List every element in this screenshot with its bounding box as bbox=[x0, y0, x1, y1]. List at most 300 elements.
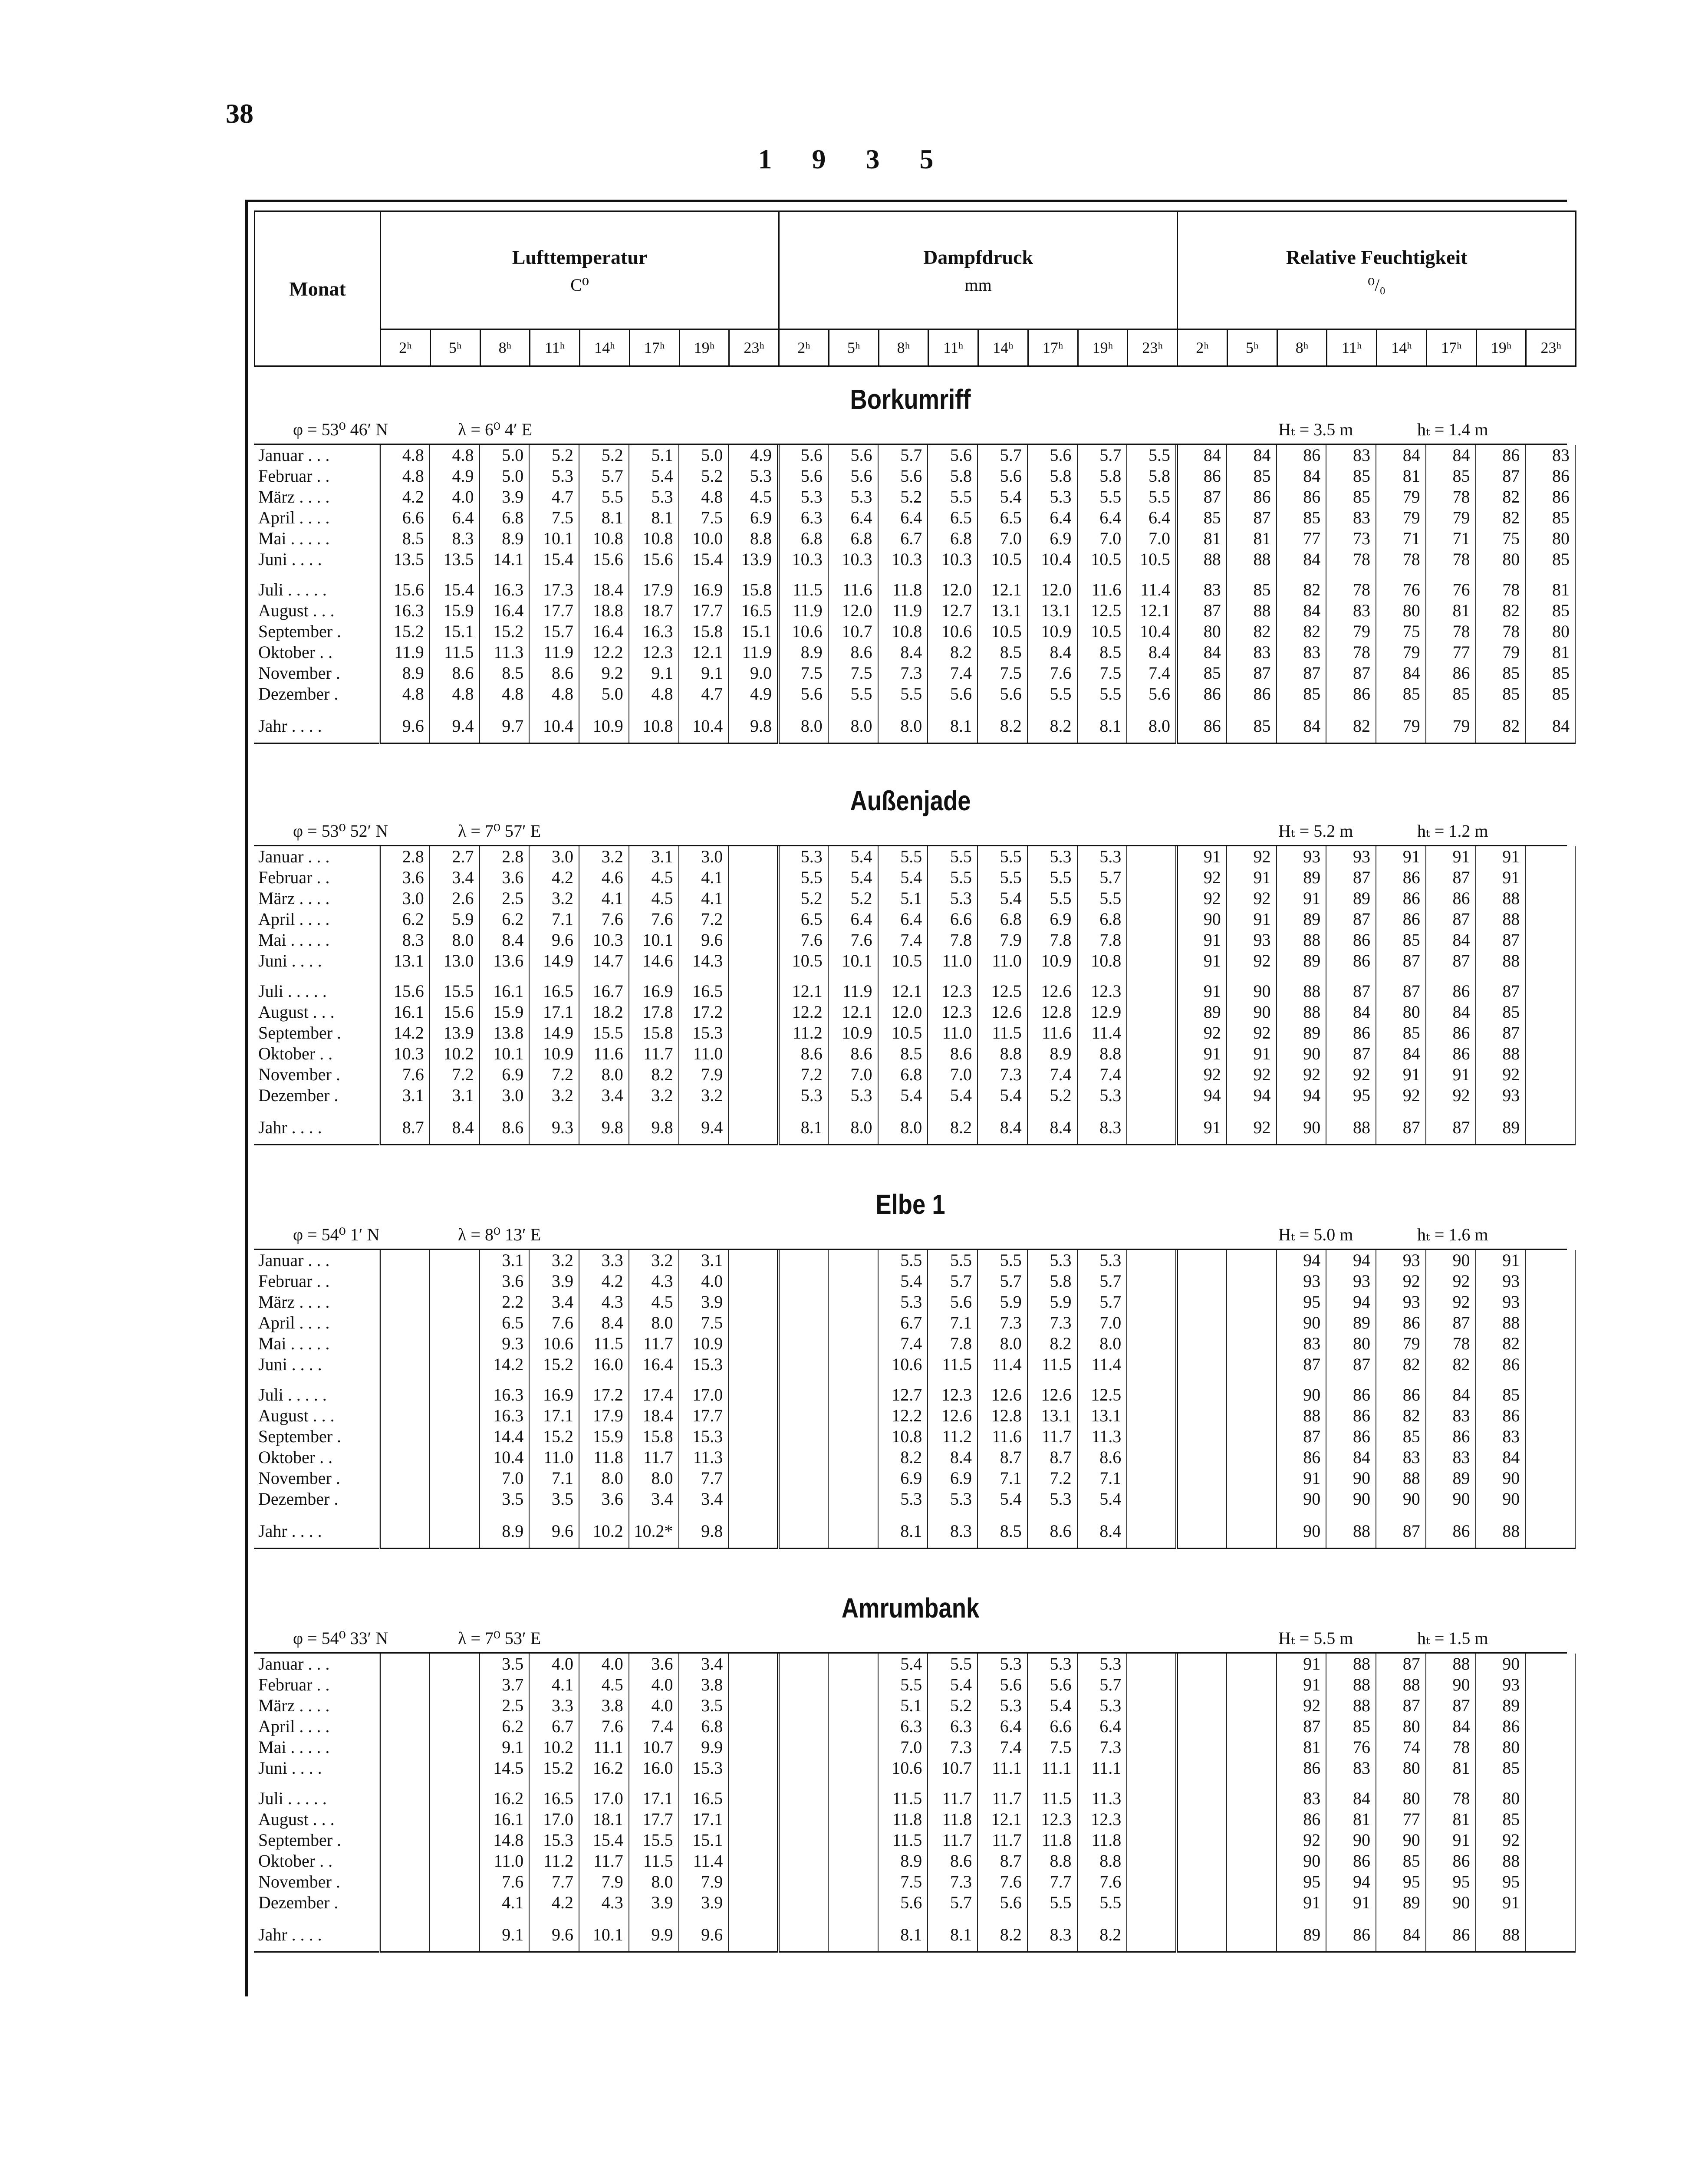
value-cell: 15.3 bbox=[679, 1426, 729, 1447]
value-cell: 5.4 bbox=[1077, 1489, 1127, 1509]
value-cell: 7.6 bbox=[828, 930, 878, 950]
value-cell: 16.0 bbox=[629, 1758, 679, 1779]
value-cell: 82 bbox=[1476, 600, 1526, 621]
value-cell: 6.5 bbox=[928, 507, 977, 528]
value-cell bbox=[728, 1405, 778, 1426]
value-cell: 5.5 bbox=[1077, 684, 1127, 704]
value-cell: 83 bbox=[1525, 445, 1575, 466]
value-cell: 8.6 bbox=[1077, 1447, 1127, 1468]
value-cell bbox=[430, 1426, 480, 1447]
month-label: September . bbox=[254, 1426, 380, 1447]
value-cell bbox=[1227, 1292, 1277, 1312]
value-cell: 15.9 bbox=[579, 1426, 629, 1447]
value-cell bbox=[828, 1333, 878, 1354]
value-cell: 6.4 bbox=[430, 507, 480, 528]
value-cell: 4.0 bbox=[579, 1654, 629, 1674]
value-cell: 7.0 bbox=[1077, 528, 1127, 549]
value-cell: 4.0 bbox=[629, 1674, 679, 1695]
value-cell bbox=[1127, 1913, 1177, 1952]
value-cell bbox=[1227, 1871, 1277, 1892]
value-cell: 5.3 bbox=[1027, 487, 1077, 507]
value-cell: 7.4 bbox=[878, 930, 928, 950]
value-cell: 93 bbox=[1326, 846, 1376, 867]
value-cell bbox=[380, 1654, 430, 1674]
value-cell bbox=[380, 1271, 430, 1292]
value-cell: 84 bbox=[1376, 1913, 1426, 1952]
value-cell bbox=[1127, 1871, 1177, 1892]
table-row bbox=[254, 1737, 1575, 1758]
value-cell: 6.7 bbox=[529, 1716, 579, 1737]
value-cell bbox=[1127, 1779, 1177, 1809]
value-cell: 7.0 bbox=[828, 1064, 878, 1085]
value-cell: 4.3 bbox=[579, 1292, 629, 1312]
value-cell: 5.3 bbox=[1027, 1654, 1077, 1674]
value-cell bbox=[728, 1426, 778, 1447]
station-block bbox=[254, 1591, 1567, 1953]
value-cell: 3.1 bbox=[380, 1085, 430, 1106]
value-cell: 12.3 bbox=[1077, 1809, 1127, 1830]
value-cell: 77 bbox=[1277, 528, 1326, 549]
value-cell: 8.0 bbox=[878, 704, 928, 743]
value-cell: 11.6 bbox=[977, 1426, 1027, 1447]
table-row bbox=[254, 704, 1575, 743]
value-cell: 8.5 bbox=[380, 528, 430, 549]
value-cell: 5.5 bbox=[977, 846, 1027, 867]
value-cell bbox=[728, 1250, 778, 1271]
value-cell: 94 bbox=[1177, 1085, 1227, 1106]
value-cell: 3.2 bbox=[529, 888, 579, 909]
value-cell: 15.9 bbox=[480, 1002, 530, 1023]
value-cell bbox=[1227, 1913, 1277, 1952]
value-cell: 8.0 bbox=[579, 1064, 629, 1085]
value-cell bbox=[380, 1333, 430, 1354]
value-cell: 6.8 bbox=[679, 1716, 729, 1737]
value-cell bbox=[430, 1892, 480, 1913]
value-cell: 10.7 bbox=[828, 621, 878, 642]
value-cell bbox=[1177, 1354, 1227, 1375]
value-cell: 11.3 bbox=[679, 1447, 729, 1468]
value-cell: 16.9 bbox=[679, 570, 729, 600]
value-cell: 11.4 bbox=[1077, 1023, 1127, 1043]
value-cell bbox=[1227, 1758, 1277, 1779]
value-cell: 10.5 bbox=[878, 1023, 928, 1043]
value-cell: 85 bbox=[1476, 1375, 1526, 1405]
value-cell: 11.7 bbox=[928, 1779, 977, 1809]
value-cell: 12.3 bbox=[928, 1002, 977, 1023]
value-cell bbox=[1525, 971, 1575, 1002]
value-cell: 6.3 bbox=[778, 507, 828, 528]
value-cell: 8.5 bbox=[977, 642, 1027, 663]
value-cell bbox=[828, 1292, 878, 1312]
value-cell: 2.6 bbox=[430, 888, 480, 909]
value-cell bbox=[380, 1695, 430, 1716]
value-cell bbox=[778, 1489, 828, 1509]
value-cell: 84 bbox=[1326, 1779, 1376, 1809]
value-cell: 11.4 bbox=[977, 1354, 1027, 1375]
value-cell: 87 bbox=[1177, 487, 1227, 507]
value-cell: 5.6 bbox=[928, 1292, 977, 1312]
value-cell: 85 bbox=[1326, 1716, 1376, 1737]
value-cell: 5.3 bbox=[928, 1489, 977, 1509]
value-cell: 10.1 bbox=[480, 1043, 530, 1064]
value-cell: 90 bbox=[1326, 1489, 1376, 1509]
value-cell bbox=[728, 1892, 778, 1913]
month-label: Januar . . . bbox=[254, 846, 380, 867]
value-cell: 80 bbox=[1476, 1737, 1526, 1758]
table-row bbox=[254, 1913, 1575, 1952]
value-cell bbox=[430, 1489, 480, 1509]
value-cell: 89 bbox=[1177, 1002, 1227, 1023]
value-cell: 4.0 bbox=[529, 1654, 579, 1674]
value-cell: 8.0 bbox=[430, 930, 480, 950]
value-cell: 6.5 bbox=[977, 507, 1027, 528]
value-cell: 87 bbox=[1326, 663, 1376, 684]
value-cell: 15.3 bbox=[529, 1830, 579, 1851]
value-cell: 16.1 bbox=[380, 1002, 430, 1023]
value-cell: 17.7 bbox=[679, 600, 729, 621]
month-label: August . . . bbox=[254, 1809, 380, 1830]
value-cell: 10.4 bbox=[1027, 549, 1077, 570]
value-cell: 5.5 bbox=[1077, 487, 1127, 507]
latitude: φ = 54⁰ 1′ N bbox=[293, 1225, 380, 1244]
value-cell: 88 bbox=[1277, 1405, 1326, 1426]
value-cell: 90 bbox=[1476, 1489, 1526, 1509]
table-row bbox=[254, 1468, 1575, 1489]
value-cell bbox=[1227, 1250, 1277, 1271]
value-cell: 11.3 bbox=[480, 642, 530, 663]
value-cell: 5.3 bbox=[1077, 1654, 1127, 1674]
value-cell: 11.1 bbox=[579, 1737, 629, 1758]
value-cell: 88 bbox=[1277, 971, 1326, 1002]
value-cell: 4.0 bbox=[679, 1271, 729, 1292]
value-cell bbox=[1177, 1695, 1227, 1716]
value-cell: 93 bbox=[1376, 1292, 1426, 1312]
value-cell: 3.2 bbox=[529, 1085, 579, 1106]
hour-header: 23ʰ bbox=[1128, 329, 1178, 366]
longitude: λ = 8⁰ 13′ E bbox=[458, 1225, 541, 1244]
value-cell bbox=[1227, 1654, 1277, 1674]
value-cell: 89 bbox=[1376, 1892, 1426, 1913]
value-cell: 5.6 bbox=[778, 445, 828, 466]
hour-header: 14ʰ bbox=[1377, 329, 1427, 366]
hour-header: 8ʰ bbox=[879, 329, 928, 366]
value-cell: 71 bbox=[1376, 528, 1426, 549]
barometer-height: Hₜ = 5.5 m bbox=[1278, 1628, 1353, 1648]
value-cell bbox=[828, 1312, 878, 1333]
value-cell: 3.0 bbox=[480, 1085, 530, 1106]
value-cell: 76 bbox=[1326, 1737, 1376, 1758]
value-cell: 11.8 bbox=[878, 1809, 928, 1830]
value-cell: 88 bbox=[1326, 1654, 1376, 1674]
hour-header: 17ʰ bbox=[629, 329, 679, 366]
value-cell bbox=[828, 1271, 878, 1292]
value-cell: 7.0 bbox=[928, 1064, 977, 1085]
value-cell: 6.4 bbox=[828, 507, 878, 528]
table-row bbox=[254, 663, 1575, 684]
month-label: Juni . . . . bbox=[254, 950, 380, 971]
dampfdruck-title: Dampfdruck bbox=[923, 246, 1033, 268]
value-cell: 6.9 bbox=[728, 507, 778, 528]
hour-header: 11ʰ bbox=[1327, 329, 1377, 366]
value-cell: 76 bbox=[1426, 570, 1476, 600]
table-row bbox=[254, 1064, 1575, 1085]
value-cell bbox=[380, 1354, 430, 1375]
month-label: Oktober . . bbox=[254, 1851, 380, 1871]
value-cell: 5.4 bbox=[828, 867, 878, 888]
table-row bbox=[254, 971, 1575, 1002]
value-cell: 5.5 bbox=[928, 867, 977, 888]
value-cell: 11.4 bbox=[1077, 1354, 1127, 1375]
table-row bbox=[254, 1489, 1575, 1509]
value-cell: 17.3 bbox=[529, 570, 579, 600]
value-cell: 10.3 bbox=[778, 549, 828, 570]
month-label: Februar . . bbox=[254, 1674, 380, 1695]
value-cell bbox=[1525, 1779, 1575, 1809]
value-cell: 90 bbox=[1227, 971, 1277, 1002]
value-cell: 91 bbox=[1227, 1043, 1277, 1064]
value-cell: 12.3 bbox=[629, 642, 679, 663]
value-cell bbox=[828, 1489, 878, 1509]
value-cell: 5.5 bbox=[928, 487, 977, 507]
value-cell bbox=[1525, 1426, 1575, 1447]
value-cell: 7.6 bbox=[480, 1871, 530, 1892]
value-cell: 5.1 bbox=[878, 888, 928, 909]
value-cell: 7.7 bbox=[679, 1468, 729, 1489]
value-cell: 8.3 bbox=[430, 528, 480, 549]
value-cell: 12.1 bbox=[828, 1002, 878, 1023]
value-cell: 91 bbox=[1277, 888, 1326, 909]
value-cell: 86 bbox=[1426, 1023, 1476, 1043]
value-cell bbox=[430, 1354, 480, 1375]
barometer-height: Hₜ = 5.0 m bbox=[1278, 1225, 1353, 1244]
value-cell: 6.4 bbox=[878, 909, 928, 930]
latitude: φ = 54⁰ 33′ N bbox=[293, 1628, 388, 1648]
value-cell bbox=[1227, 1489, 1277, 1509]
value-cell: 87 bbox=[1326, 971, 1376, 1002]
value-cell bbox=[728, 888, 778, 909]
value-cell: 7.6 bbox=[380, 1064, 430, 1085]
value-cell: 90 bbox=[1277, 1851, 1326, 1871]
value-cell bbox=[778, 1851, 828, 1871]
value-cell: 85 bbox=[1376, 1023, 1426, 1043]
value-cell: 8.4 bbox=[480, 930, 530, 950]
thermometer-height: hₜ = 1.4 m bbox=[1417, 420, 1488, 439]
value-cell: 11.3 bbox=[1077, 1779, 1127, 1809]
value-cell bbox=[1127, 1085, 1177, 1106]
value-cell: 87 bbox=[1476, 1023, 1526, 1043]
value-cell: 3.9 bbox=[529, 1271, 579, 1292]
value-cell bbox=[1127, 1892, 1177, 1913]
value-cell: 92 bbox=[1326, 1064, 1376, 1085]
value-cell: 86 bbox=[1525, 466, 1575, 487]
value-cell: 8.6 bbox=[828, 1043, 878, 1064]
value-cell: 7.4 bbox=[928, 663, 977, 684]
hour-header: 5ʰ bbox=[829, 329, 879, 366]
value-cell: 18.2 bbox=[579, 1002, 629, 1023]
value-cell: 6.5 bbox=[480, 1312, 530, 1333]
value-cell: 10.9 bbox=[1027, 950, 1077, 971]
value-cell: 5.0 bbox=[679, 445, 729, 466]
value-cell: 89 bbox=[1426, 1468, 1476, 1489]
value-cell: 88 bbox=[1326, 1674, 1376, 1695]
value-cell bbox=[728, 867, 778, 888]
value-cell: 87 bbox=[1426, 950, 1476, 971]
value-cell bbox=[430, 1716, 480, 1737]
value-cell bbox=[778, 1333, 828, 1354]
month-label: Oktober . . bbox=[254, 642, 380, 663]
value-cell: 78 bbox=[1426, 1737, 1476, 1758]
value-cell bbox=[1227, 1312, 1277, 1333]
value-cell bbox=[1525, 1737, 1575, 1758]
value-cell: 92 bbox=[1227, 1064, 1277, 1085]
hour-header: 2ʰ bbox=[1178, 329, 1228, 366]
value-cell bbox=[1177, 1375, 1227, 1405]
value-cell: 91 bbox=[1227, 909, 1277, 930]
value-cell: 10.9 bbox=[679, 1333, 729, 1354]
value-cell: 8.4 bbox=[1027, 1106, 1077, 1145]
value-cell: 5.5 bbox=[928, 1250, 977, 1271]
value-cell: 4.8 bbox=[629, 684, 679, 704]
value-cell: 9.4 bbox=[679, 1106, 729, 1145]
value-cell bbox=[430, 1758, 480, 1779]
value-cell: 90 bbox=[1277, 1489, 1326, 1509]
value-cell: 10.5 bbox=[1127, 549, 1177, 570]
value-cell bbox=[1525, 1892, 1575, 1913]
value-cell bbox=[380, 1375, 430, 1405]
value-cell bbox=[430, 1695, 480, 1716]
value-cell: 86 bbox=[1376, 909, 1426, 930]
lufttemperatur-unit: C⁰ bbox=[570, 275, 589, 295]
value-cell: 91 bbox=[1277, 1674, 1326, 1695]
value-cell: 92 bbox=[1277, 1064, 1326, 1085]
value-cell bbox=[1127, 1851, 1177, 1871]
month-label: März . . . . bbox=[254, 1292, 380, 1312]
value-cell: 86 bbox=[1177, 704, 1227, 743]
value-cell: 5.1 bbox=[629, 445, 679, 466]
month-label: Juli . . . . . bbox=[254, 1375, 380, 1405]
value-cell: 79 bbox=[1376, 642, 1426, 663]
value-cell bbox=[380, 1871, 430, 1892]
table-row bbox=[254, 888, 1575, 909]
value-cell: 79 bbox=[1376, 487, 1426, 507]
value-cell: 5.5 bbox=[928, 846, 977, 867]
value-cell: 91 bbox=[1177, 1106, 1227, 1145]
value-cell: 17.1 bbox=[529, 1002, 579, 1023]
value-cell: 86 bbox=[1227, 487, 1277, 507]
value-cell bbox=[1525, 1354, 1575, 1375]
value-cell: 86 bbox=[1376, 888, 1426, 909]
value-cell bbox=[1177, 1830, 1227, 1851]
value-cell bbox=[1177, 1271, 1227, 1292]
value-cell: 10.8 bbox=[629, 528, 679, 549]
value-cell: 5.4 bbox=[878, 1085, 928, 1106]
value-cell: 10.3 bbox=[579, 930, 629, 950]
value-cell: 4.1 bbox=[480, 1892, 530, 1913]
value-cell: 6.9 bbox=[878, 1468, 928, 1489]
value-cell: 90 bbox=[1177, 909, 1227, 930]
value-cell: 91 bbox=[1476, 1250, 1526, 1271]
value-cell: 12.1 bbox=[878, 971, 928, 1002]
latitude: φ = 53⁰ 52′ N bbox=[293, 821, 388, 841]
value-cell: 85 bbox=[1476, 1809, 1526, 1830]
value-cell: 9.8 bbox=[728, 704, 778, 743]
value-cell: 16.0 bbox=[579, 1354, 629, 1375]
value-cell: 93 bbox=[1376, 1250, 1426, 1271]
value-cell: 79 bbox=[1476, 642, 1526, 663]
value-cell: 16.3 bbox=[629, 621, 679, 642]
value-cell: 12.1 bbox=[1127, 600, 1177, 621]
value-cell bbox=[1127, 1447, 1177, 1468]
value-cell: 5.3 bbox=[1027, 846, 1077, 867]
value-cell: 79 bbox=[1376, 704, 1426, 743]
value-cell bbox=[778, 1654, 828, 1674]
value-cell: 8.3 bbox=[928, 1509, 977, 1549]
value-cell bbox=[728, 930, 778, 950]
value-cell: 90 bbox=[1277, 1106, 1326, 1145]
value-cell: 10.5 bbox=[1077, 549, 1127, 570]
value-cell: 5.3 bbox=[1077, 1085, 1127, 1106]
value-cell: 82 bbox=[1326, 704, 1376, 743]
value-cell bbox=[1525, 1250, 1575, 1271]
value-cell: 7.0 bbox=[1077, 1312, 1127, 1333]
value-cell: 17.9 bbox=[579, 1405, 629, 1426]
value-cell: 4.7 bbox=[529, 487, 579, 507]
value-cell: 10.8 bbox=[1077, 950, 1127, 971]
value-cell: 87 bbox=[1426, 1312, 1476, 1333]
value-cell bbox=[380, 1851, 430, 1871]
value-cell: 94 bbox=[1326, 1250, 1376, 1271]
value-cell: 10.1 bbox=[629, 930, 679, 950]
value-cell bbox=[1127, 1758, 1177, 1779]
value-cell: 84 bbox=[1426, 1375, 1476, 1405]
value-cell: 85 bbox=[1376, 930, 1426, 950]
value-cell: 90 bbox=[1326, 1830, 1376, 1851]
value-cell: 15.4 bbox=[679, 549, 729, 570]
value-cell: 15.2 bbox=[380, 621, 430, 642]
value-cell: 14.7 bbox=[579, 950, 629, 971]
table-row bbox=[254, 570, 1575, 600]
value-cell: 5.2 bbox=[778, 888, 828, 909]
value-cell: 11.2 bbox=[928, 1426, 977, 1447]
value-cell: 3.5 bbox=[480, 1654, 530, 1674]
value-cell: 84 bbox=[1476, 1447, 1526, 1468]
value-cell: 83 bbox=[1227, 642, 1277, 663]
value-cell: 9.8 bbox=[679, 1509, 729, 1549]
value-cell: 16.4 bbox=[629, 1354, 679, 1375]
value-cell bbox=[778, 1250, 828, 1271]
value-cell: 5.3 bbox=[977, 1654, 1027, 1674]
value-cell: 11.3 bbox=[1077, 1426, 1127, 1447]
value-cell: 7.1 bbox=[928, 1312, 977, 1333]
value-cell bbox=[1127, 1830, 1177, 1851]
value-cell bbox=[1525, 1851, 1575, 1871]
hour-header: 2ʰ bbox=[381, 329, 431, 366]
value-cell bbox=[828, 1779, 878, 1809]
value-cell: 8.6 bbox=[828, 642, 878, 663]
value-cell: 78 bbox=[1476, 621, 1526, 642]
value-cell: 8.2 bbox=[878, 1447, 928, 1468]
value-cell: 91 bbox=[1277, 1654, 1326, 1674]
value-cell: 84 bbox=[1177, 445, 1227, 466]
value-cell: 10.8 bbox=[878, 621, 928, 642]
value-cell: 87 bbox=[1326, 909, 1376, 930]
value-cell: 8.6 bbox=[778, 1043, 828, 1064]
value-cell: 88 bbox=[1426, 1654, 1476, 1674]
value-cell: 87 bbox=[1426, 909, 1476, 930]
value-cell: 8.5 bbox=[878, 1043, 928, 1064]
value-cell bbox=[1127, 1426, 1177, 1447]
value-cell: 17.7 bbox=[529, 600, 579, 621]
